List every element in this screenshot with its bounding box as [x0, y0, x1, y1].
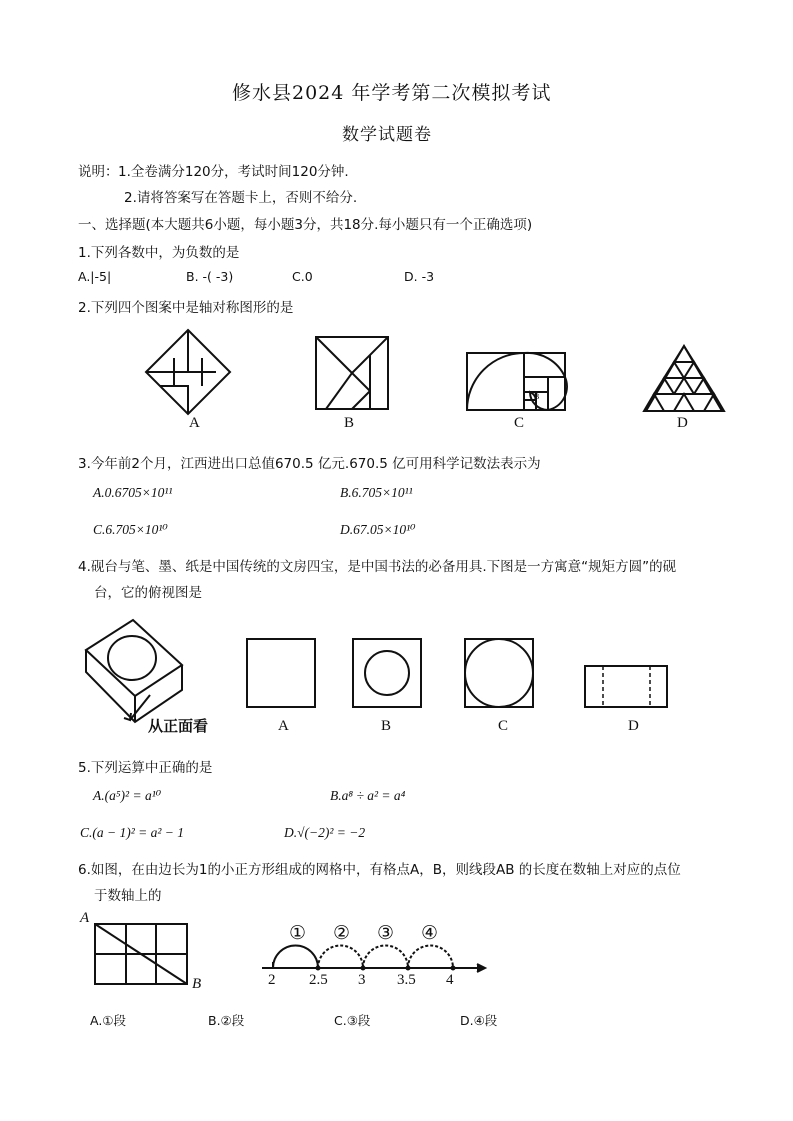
q4-view-label: 从正面看 [148, 717, 209, 735]
q5-option-d: D.√(−2)² = −2 [284, 825, 366, 840]
q1-stem: 1.下列各数中，为负数的是 [78, 245, 240, 261]
q6-option-a: A.①段 [90, 1013, 127, 1028]
q4-stem-line-1: 4.砚台与笔、墨、纸是中国传统的文房四宝，是中国书法的必备用具.下图是一方寓意“规矩方圆”的砚 [78, 559, 677, 575]
q4-option-c-figure [465, 639, 533, 707]
q4-label-a: A [278, 718, 289, 734]
note-line-2: 2.请将答案写在答题卡上，否则不给分. [124, 190, 358, 206]
q5-option-c: C.(a − 1)² = a² − 1 [80, 825, 185, 840]
q4-inkstone-figure [86, 620, 182, 722]
q6-tick-4: 4 [446, 972, 454, 988]
q5-stem: 5.下列运算中正确的是 [78, 760, 213, 776]
q2-label-c: C [514, 415, 525, 431]
q4-stem-line-2: 台，它的俯视图是 [94, 585, 202, 601]
exam-title: 修水县2024 年学考第二次模拟考试 [232, 82, 552, 104]
q3-option-a: A.0.6705×10¹¹ [93, 485, 173, 500]
q2-label-d: D [677, 415, 688, 431]
q6-grid [95, 924, 187, 984]
q6-point-a: A [80, 910, 90, 926]
q2-figures [0, 320, 793, 450]
q6-tick-3: 3 [358, 972, 366, 988]
q1-option-b: B. -( -3) [186, 269, 234, 284]
q1-option-d: D. -3 [404, 269, 435, 284]
q4-label-b: B [381, 718, 392, 734]
q6-segment-4: ④ [421, 923, 439, 944]
q6-tick-2: 2 [268, 972, 276, 988]
q2-figure-b [316, 337, 388, 409]
q6-segment-3: ③ [377, 923, 395, 944]
q4-label-c: C [498, 718, 509, 734]
q3-option-d: D.67.05×10¹⁰ [340, 522, 416, 537]
q1-option-a: A.|-5| [78, 269, 112, 284]
exam-subtitle: 数学试题卷 [342, 125, 432, 145]
q6-segment-2: ② [333, 923, 351, 944]
svg-text:B: B [534, 392, 540, 401]
q4-option-b-figure [353, 639, 421, 707]
q2-figure-d [644, 346, 724, 411]
q3-option-c: C.6.705×10¹⁰ [93, 522, 168, 537]
q2-figure-a [146, 330, 230, 414]
q6-option-d: D.④段 [460, 1013, 498, 1028]
q2-stem: 2.下列四个图案中是轴对称图形的是 [78, 300, 294, 316]
notes-label: 说明： [78, 164, 119, 180]
q3-option-b: B.6.705×10¹¹ [340, 485, 413, 500]
section-heading: 一、选择题(本大题共6小题，每小题3分，共18分.每小题只有一个正确选项) [78, 217, 533, 233]
q6-stem-line-2: 于数轴上的 [94, 888, 162, 904]
q4-option-d-figure [585, 666, 667, 707]
q5-option-a: A.(a⁵)² = a¹⁰ [93, 788, 162, 803]
q6-stem-line-1: 6.如图，在由边长为1的小正方形组成的网格中，有格点A，B，则线段AB 的长度在数轴上对应的点位 [78, 862, 681, 878]
q1-option-c: C.0 [292, 269, 313, 284]
q6-option-c: C.③段 [334, 1013, 371, 1028]
q5-option-b: B.a⁸ ÷ a² = a⁴ [330, 788, 406, 803]
q6-segment-1: ① [289, 923, 307, 944]
q2-figure-c [467, 353, 567, 410]
q4-figures [0, 620, 793, 740]
q2-label-a: A [189, 415, 200, 431]
q2-label-b: B [344, 415, 355, 431]
q6-tick-2-5: 2.5 [309, 972, 328, 988]
q4-option-a-figure [247, 639, 315, 707]
q4-label-d: D [628, 718, 639, 734]
q6-tick-3-5: 3.5 [397, 972, 416, 988]
q6-number-line [262, 946, 485, 973]
q3-stem: 3.今年前2个月，江西进出口总值670.5 亿元.670.5 亿可用科学记数法表示为 [78, 456, 541, 472]
q6-option-b: B.②段 [208, 1013, 245, 1028]
note-line-1: 1.全卷满分120分，考试时间120分钟. [118, 164, 349, 180]
q6-point-b: B [192, 976, 202, 992]
